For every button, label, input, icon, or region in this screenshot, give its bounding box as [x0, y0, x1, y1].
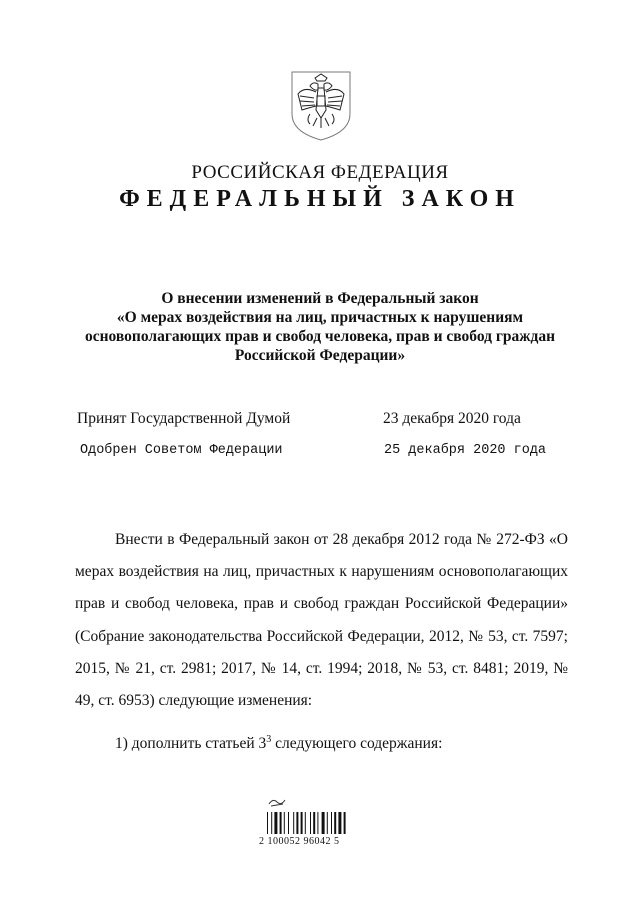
barcode-bar — [288, 812, 289, 834]
adoption-row-duma — [0, 410, 640, 430]
barcode-bar — [338, 812, 341, 834]
heading-line: «О мерах воздействия на лиц, причастных к нарушениям — [116, 309, 524, 326]
heading-line: Российской Федерации» — [234, 347, 406, 364]
document-type-title: ФЕДЕРАЛЬНЫЙ ЗАКОН — [119, 186, 521, 212]
barcode-number: 2 100052 96042 5 — [259, 836, 340, 847]
barcode-bar — [317, 812, 318, 834]
barcode-bar — [327, 812, 328, 834]
barcode-bar — [271, 812, 272, 834]
item1-suffix: следующего содержания: — [271, 735, 443, 753]
heading-line: О внесении изменений в Федеральный закон — [161, 290, 479, 307]
barcode-bar — [310, 812, 311, 834]
item1-superscript: 3 — [266, 734, 272, 745]
barcode-bar — [293, 812, 294, 834]
barcode-bar — [305, 812, 306, 834]
barcode-bar — [284, 812, 285, 834]
item1-prefix: 1) дополнить статьей 3 — [115, 735, 267, 753]
barcode-bar — [301, 812, 303, 834]
body-paragraph: Внести в Федеральный закон от 28 декабря 2012 года № 272-ФЗ «О мерах воздействия на лиц, причастных к нарушениям основополагающих прав и свобод человека, прав и свобод граждан Российской Федерации» (Собрание законодательства Российской Федерации, 2012, № 53, ст. 7597; 2015, № 21, ст. 2981; 2017, № 14, ст. 1994; 2018, № 53, ст. 8481; 2019, № 49, ст. 6953) следующие изменения: — [75, 531, 568, 710]
law-heading — [70, 289, 570, 365]
country-name: РОССИЙСКАЯ ФЕДЕРАЦИЯ — [191, 162, 449, 183]
council-approval-label: Одобрен Советом Федерации — [80, 443, 283, 458]
barcode-bar — [296, 812, 298, 834]
duma-adoption-date: 23 декабря 2020 года — [383, 410, 521, 427]
barcode-bar — [344, 812, 346, 834]
russian-coat-of-arms-icon — [288, 68, 354, 142]
barcode-bar — [274, 812, 277, 834]
barcode-bar — [331, 812, 332, 834]
duma-adoption-label: Принят Государственной Думой — [77, 410, 291, 427]
adoption-row-council — [0, 443, 640, 463]
council-approval-date: 25 декабря 2020 года — [384, 443, 547, 458]
barcode-bar — [313, 812, 315, 834]
barcode-bar — [280, 812, 282, 834]
barcode-bar — [334, 812, 336, 834]
heading-line: основополагающих прав и свобод человека, прав и свобод граждан — [84, 328, 556, 345]
list-item-1 — [115, 734, 442, 753]
barcode-bar — [322, 812, 325, 834]
barcode-bar — [267, 812, 268, 834]
